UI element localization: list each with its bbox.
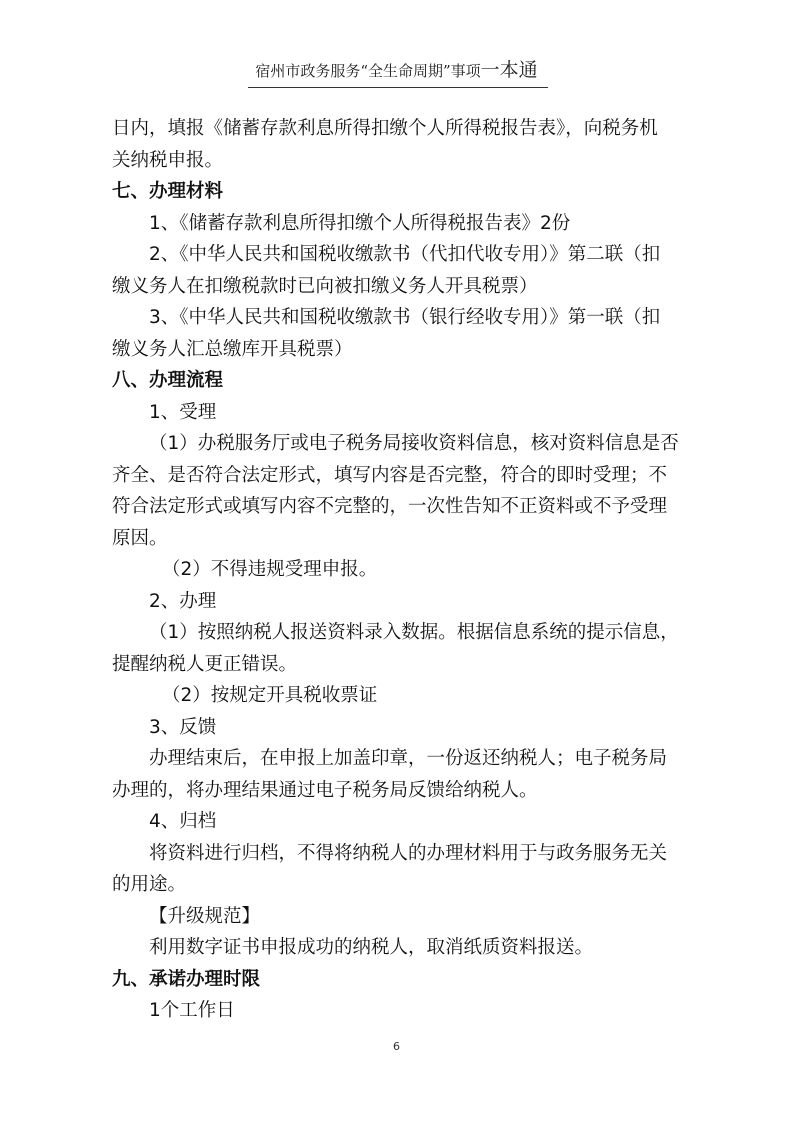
paragraph-line: 原因。	[112, 527, 168, 549]
list-item: 2、《中华人民共和国税收缴款书（代扣代收专用）》第二联（扣	[149, 244, 661, 265]
paragraph-line: 的用途。	[112, 874, 187, 895]
paragraph-line: 将资料进行归档，不得将纳税人的办理材料用于与政务服务无关	[149, 842, 668, 864]
subheading: 【升级规范】	[149, 905, 261, 927]
paragraph-line: 齐全、是否符合法定形式，填写内容是否完整，符合的即时受理；不	[112, 464, 668, 486]
subheading: 2、办理	[149, 590, 217, 612]
page-header	[0, 60, 793, 81]
page-number: 6	[393, 1040, 400, 1053]
subheading: 4、归档	[149, 811, 217, 832]
paragraph-line: 办理的，将办理结果通过电子税务局反馈给纳税人。	[112, 779, 538, 801]
header-title-tail: 一本通	[480, 59, 538, 81]
list-item: （2）按规定开具税收票证	[162, 685, 378, 706]
list-item: （1）按照纳税人报送资料录入数据。根据信息系统的提示信息，	[149, 622, 679, 643]
paragraph-line: 缴义务人汇总缴库开具税票）	[112, 338, 353, 360]
section-heading-materials: 七、办理材料	[112, 181, 224, 202]
section-heading-time-limit: 九、承诺办理时限	[112, 968, 261, 990]
paragraph-line: 办理结束后，在申报上加盖印章，一份返还纳税人；电子税务局	[149, 748, 668, 769]
paragraph-line: 利用数字证书申报成功的纳税人，取消纸质资料报送。	[149, 937, 594, 958]
subheading: 1、受理	[149, 401, 217, 423]
subheading: 3、反馈	[149, 716, 217, 738]
paragraph-line: 关纳税申报。	[112, 149, 224, 171]
paragraph-line: 符合法定形式或填写内容不完整的，一次性告知不正资料或不予受理	[112, 496, 668, 517]
header-divider	[248, 87, 548, 88]
list-item: （1）办税服务厅或电子税务局接收资料信息，核对资料信息是否	[149, 433, 679, 454]
list-item: 1、《储蓄存款利息所得扣缴个人所得税报告表》2份	[149, 212, 571, 234]
paragraph-line: 缴义务人在扣缴税款时已向被扣缴义务人开具税票）	[112, 275, 538, 297]
paragraph-line: 日内，填报《储蓄存款利息所得扣缴个人所得税报告表》，向税务机	[112, 118, 658, 139]
header-title: 宿州市政务服务“全生命周期”事项	[255, 62, 481, 80]
paragraph-line: 提醒纳税人更正错误。	[112, 653, 298, 675]
section-heading-process: 八、办理流程	[112, 370, 224, 391]
paragraph-line: 1个工作日	[149, 1000, 235, 1021]
list-item: 3、《中华人民共和国税收缴款书（银行经收专用）》第一联（扣	[149, 307, 661, 328]
list-item: （2）不得违规受理申报。	[162, 559, 378, 580]
document-body	[112, 113, 682, 1027]
